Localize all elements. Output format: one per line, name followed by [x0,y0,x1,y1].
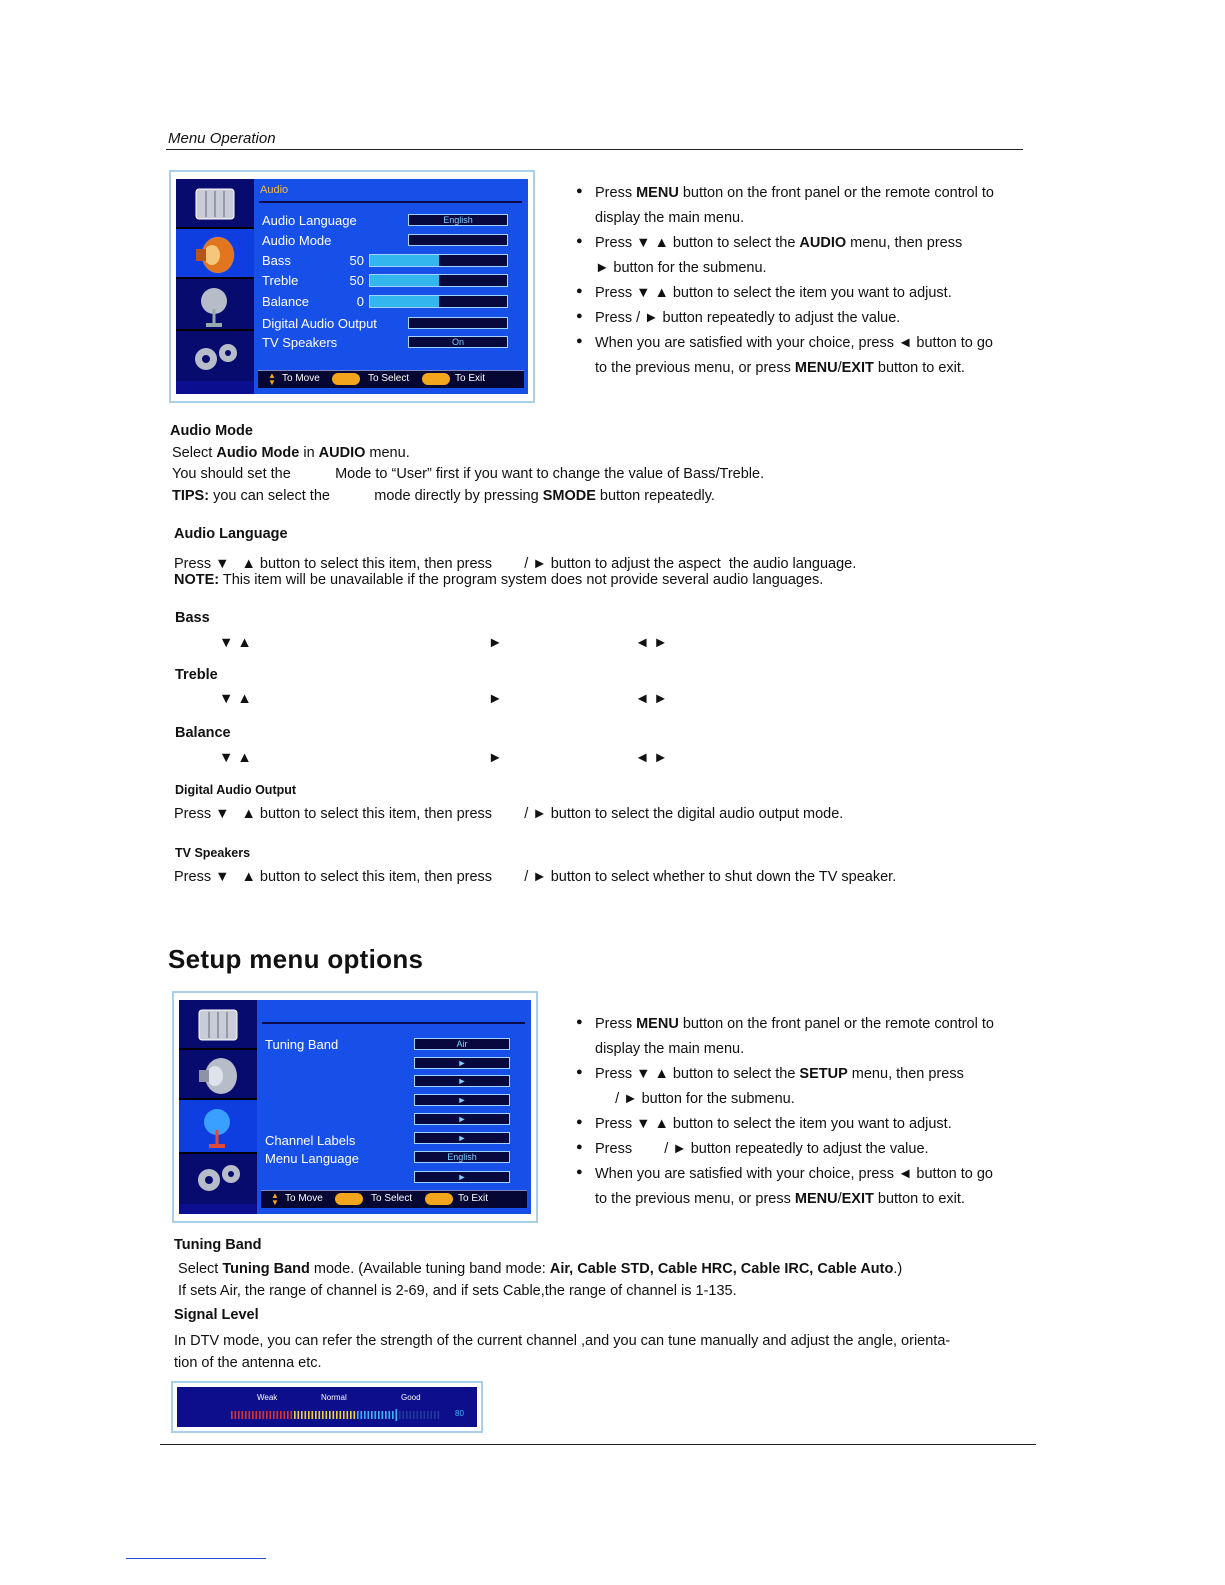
submenu-arrow-box[interactable]: ► [414,1113,510,1125]
instruction-line: display the main menu. [595,1041,745,1057]
audio-language-note: NOTE: This item will be unavailable if the program system does not provide several audio languages. [174,572,824,588]
bass-slider-fill [370,255,439,266]
instruction-line: ● When you are satisfied with your choice, press ◄ button to go [576,335,993,351]
signal-tick [238,1411,240,1419]
signal-tick [336,1411,338,1419]
signal-tick [322,1411,324,1419]
digital-audio-output-line: Press ▼ ▲ button to select this item, then press / ► button to select the digital audio output mode. [174,806,844,822]
menu-head-divider [262,1022,525,1024]
footer-divider [160,1444,1036,1445]
audio-mode-value[interactable] [408,234,508,246]
menu-head: Audio [260,184,289,196]
signal-tick [305,1411,307,1419]
options-menu-icon [179,1154,257,1204]
signal-tick [333,1411,335,1419]
tuning-band-line: Select Tuning Band mode. (Available tuning band mode: Air, Cable STD, Cable HRC, Cable IRC, Cable Auto.) [174,1261,903,1277]
signal-tick [427,1411,429,1419]
bass-number: 50 [349,253,364,268]
instruction-line: ● Press MENU button on the front panel or the remote control to [576,185,994,201]
signal-tick [371,1411,373,1419]
signal-meter-panel [177,1387,477,1427]
signal-tick [252,1411,254,1419]
signal-tick [399,1411,401,1419]
audio-mode-line: Select Audio Mode in AUDIO menu. [172,445,410,461]
setup-menu-panel [257,1000,531,1214]
signal-tick [364,1411,366,1419]
signal-level-line: In DTV mode, you can refer the strength of the current channel ,and you can tune manually and adjust the angle, orienta- [174,1333,951,1349]
signal-tick [438,1411,440,1419]
menu-item-digital-audio-output[interactable]: Digital Audio Output [262,316,377,331]
signal-tick [354,1411,356,1419]
options-menu-icon [176,331,254,381]
footer-select-label: To Select [368,373,410,384]
digital-audio-output-heading: Digital Audio Output [175,783,297,797]
treble-arrows: ► [488,691,503,707]
menu-footer [258,370,524,388]
treble-slider[interactable] [369,274,508,287]
tuning-band-heading: Tuning Band [174,1237,262,1253]
signal-tick [312,1411,314,1419]
menu-item-audio-language[interactable]: Audio Language [262,213,357,228]
signal-tick [357,1411,359,1419]
signal-level-heading: Signal Level [174,1307,259,1323]
instruction-line: display the main menu. [595,210,745,226]
setup-menu-icon [179,1100,257,1154]
signal-tick [396,1409,398,1421]
audio-language-value[interactable]: English [408,214,508,226]
treble-arrows: ▼ ▲ [219,691,252,707]
signal-tick [329,1411,331,1419]
audio-mode-tips: TIPS: you can select the mode directly by pressing SMODE button repeatedly. [172,488,715,504]
signal-tick [420,1411,422,1419]
signal-tick [392,1411,394,1419]
up-down-icon: ▲ ▼ [271,1191,279,1207]
instruction-line: ● Press MENU button on the front panel or the remote control to [576,1016,994,1032]
signal-tick [315,1411,317,1419]
signal-tick [277,1411,279,1419]
signal-tick [301,1411,303,1419]
signal-normal-label: Normal [321,1393,347,1402]
signal-tick [308,1411,310,1419]
signal-value: 80 [455,1409,464,1418]
digital-audio-output-value[interactable] [408,317,508,329]
picture-menu-icon [176,179,254,229]
balance-heading: Balance [175,725,231,741]
tv-speakers-heading: TV Speakers [175,846,251,860]
menu-head-divider [259,201,522,203]
setup-menu-screenshot [172,991,538,1223]
signal-tick [347,1411,349,1419]
page-link-underline [126,1558,266,1559]
signal-strength-bar [231,1409,471,1421]
signal-weak-label: Weak [257,1393,278,1402]
signal-tick [242,1411,244,1419]
footer-exit-label: To Exit [455,373,486,384]
signal-tick [235,1411,237,1419]
signal-tick [231,1411,233,1419]
select-key-icon [335,1193,363,1205]
menu-item-menu-language[interactable]: Menu Language [265,1151,359,1166]
balance-slider[interactable] [369,295,508,308]
menu-item-tv-speakers[interactable]: TV Speakers [262,335,338,350]
picture-menu-icon [179,1000,257,1050]
channel-labels-arrow-box[interactable]: ► [414,1132,510,1144]
footer-select-label: To Select [371,1193,413,1204]
menu-item-treble[interactable]: Treble [262,273,299,288]
submenu-arrow-box[interactable]: ► [414,1094,510,1106]
bass-arrows: ▼ ▲ [219,635,252,651]
up-down-icon: ▲ ▼ [268,371,276,387]
menu-item-tuning-band[interactable]: Tuning Band [265,1037,339,1052]
signal-tick [389,1411,391,1419]
menu-icon-column [179,1000,257,1214]
select-key-icon [332,373,360,385]
signal-tick [270,1411,272,1419]
menu-footer [261,1190,527,1208]
signal-tick [410,1411,412,1419]
menu-item-audio-mode[interactable]: Audio Mode [262,233,332,248]
treble-number: 50 [349,273,364,288]
instruction-line: ● Press / ► button repeatedly to adjust the value. [576,1141,929,1157]
bass-slider[interactable] [369,254,508,267]
menu-icon-column [176,179,254,394]
signal-tick [431,1411,433,1419]
signal-tick [259,1411,261,1419]
instruction-line: ● When you are satisfied with your choice, press ◄ button to go [576,1166,993,1182]
footer-exit-label: To Exit [458,1193,489,1204]
signal-tick [434,1411,436,1419]
tuning-band-value[interactable]: Air [414,1038,510,1050]
audio-menu-icon [176,229,254,279]
instruction-line: / ► button for the submenu. [595,1091,795,1107]
signal-tick [273,1411,275,1419]
tuning-band-line: If sets Air, the range of channel is 2-69, and if sets Cable,the range of channel is 1-135. [174,1283,737,1299]
signal-level-line: tion of the antenna etc. [174,1355,322,1371]
signal-tick [245,1411,247,1419]
footer-move-label: To Move [282,373,320,384]
bass-arrows: ◄ ► [635,635,668,651]
signal-tick [284,1411,286,1419]
audio-language-line: Press ▼ ▲ button to select this item, then press / ► button to adjust the aspect the audio language. [174,556,857,572]
balance-arrows: ► [488,750,503,766]
signal-tick [361,1411,363,1419]
balance-arrows: ▼ ▲ [219,750,252,766]
signal-tick [368,1411,370,1419]
instruction-line: to the previous menu, or press MENU/EXIT button to exit. [595,360,965,376]
instruction-line: ► button for the submenu. [595,260,767,276]
signal-tick [291,1411,293,1419]
signal-tick [424,1411,426,1419]
footer-move-label: To Move [285,1193,323,1204]
instruction-line: ● Press ▼ ▲ button to select the SETUP menu, then press [576,1066,964,1082]
treble-slider-fill [370,275,439,286]
signal-tick [266,1411,268,1419]
treble-arrows: ◄ ► [635,691,668,707]
audio-menu-icon [179,1050,257,1100]
signal-tick [280,1411,282,1419]
instruction-line: to the previous menu, or press MENU/EXIT button to exit. [595,1191,965,1207]
signal-tick [350,1411,352,1419]
instruction-line: ● Press ▼ ▲ button to select the item you want to adjust. [576,285,952,301]
signal-tick [343,1411,345,1419]
bass-arrows: ► [488,635,503,651]
audio-mode-line: You should set the Mode to “User” first if you want to change the value of Bass/Treble. [172,466,765,482]
menu-language-value[interactable]: English [414,1151,510,1163]
signal-tick [417,1411,419,1419]
exit-key-icon [425,1193,453,1205]
audio-mode-heading: Audio Mode [170,423,253,439]
signal-tick [326,1411,328,1419]
tv-speakers-line: Press ▼ ▲ button to select this item, then press / ► button to select whether to shut down the TV speaker. [174,869,897,885]
audio-menu-panel [254,179,528,394]
exit-key-icon [422,373,450,385]
signal-good-label: Good [401,1393,421,1402]
instruction-line: ● Press / ► button repeatedly to adjust the value. [576,310,901,326]
treble-heading: Treble [175,667,218,683]
signal-tick [378,1411,380,1419]
tv-speakers-value[interactable]: On [408,336,508,348]
instruction-line: ● Press ▼ ▲ button to select the AUDIO menu, then press [576,235,963,251]
audio-language-heading: Audio Language [174,526,288,542]
page-section-title: Menu Operation [168,130,276,147]
menu-item-balance[interactable]: Balance [262,294,309,309]
signal-tick [249,1411,251,1419]
submenu-arrow-box[interactable]: ► [414,1171,510,1183]
signal-tick [340,1411,342,1419]
audio-menu-screenshot [169,170,535,403]
signal-tick [403,1411,405,1419]
signal-level-meter [171,1381,483,1433]
signal-tick [319,1411,321,1419]
signal-tick [375,1411,377,1419]
balance-slider-fill [370,296,439,307]
signal-tick [382,1411,384,1419]
setup-menu-icon [176,279,254,331]
menu-item-channel-labels[interactable]: Channel Labels [265,1133,356,1148]
signal-tick [263,1411,265,1419]
menu-item-bass[interactable]: Bass [262,253,291,268]
signal-tick [298,1411,300,1419]
signal-tick [385,1411,387,1419]
setup-section-title: Setup menu options [168,944,424,974]
signal-tick [256,1411,258,1419]
submenu-arrow-box[interactable]: ► [414,1057,510,1069]
signal-tick [413,1411,415,1419]
instruction-line: ● Press ▼ ▲ button to select the item you want to adjust. [576,1116,952,1132]
signal-tick [406,1411,408,1419]
bass-heading: Bass [175,610,210,626]
header-divider [166,149,1023,150]
signal-tick [287,1411,289,1419]
signal-tick [294,1411,296,1419]
balance-number: 0 [356,294,364,309]
balance-arrows: ◄ ► [635,750,668,766]
submenu-arrow-box[interactable]: ► [414,1075,510,1087]
